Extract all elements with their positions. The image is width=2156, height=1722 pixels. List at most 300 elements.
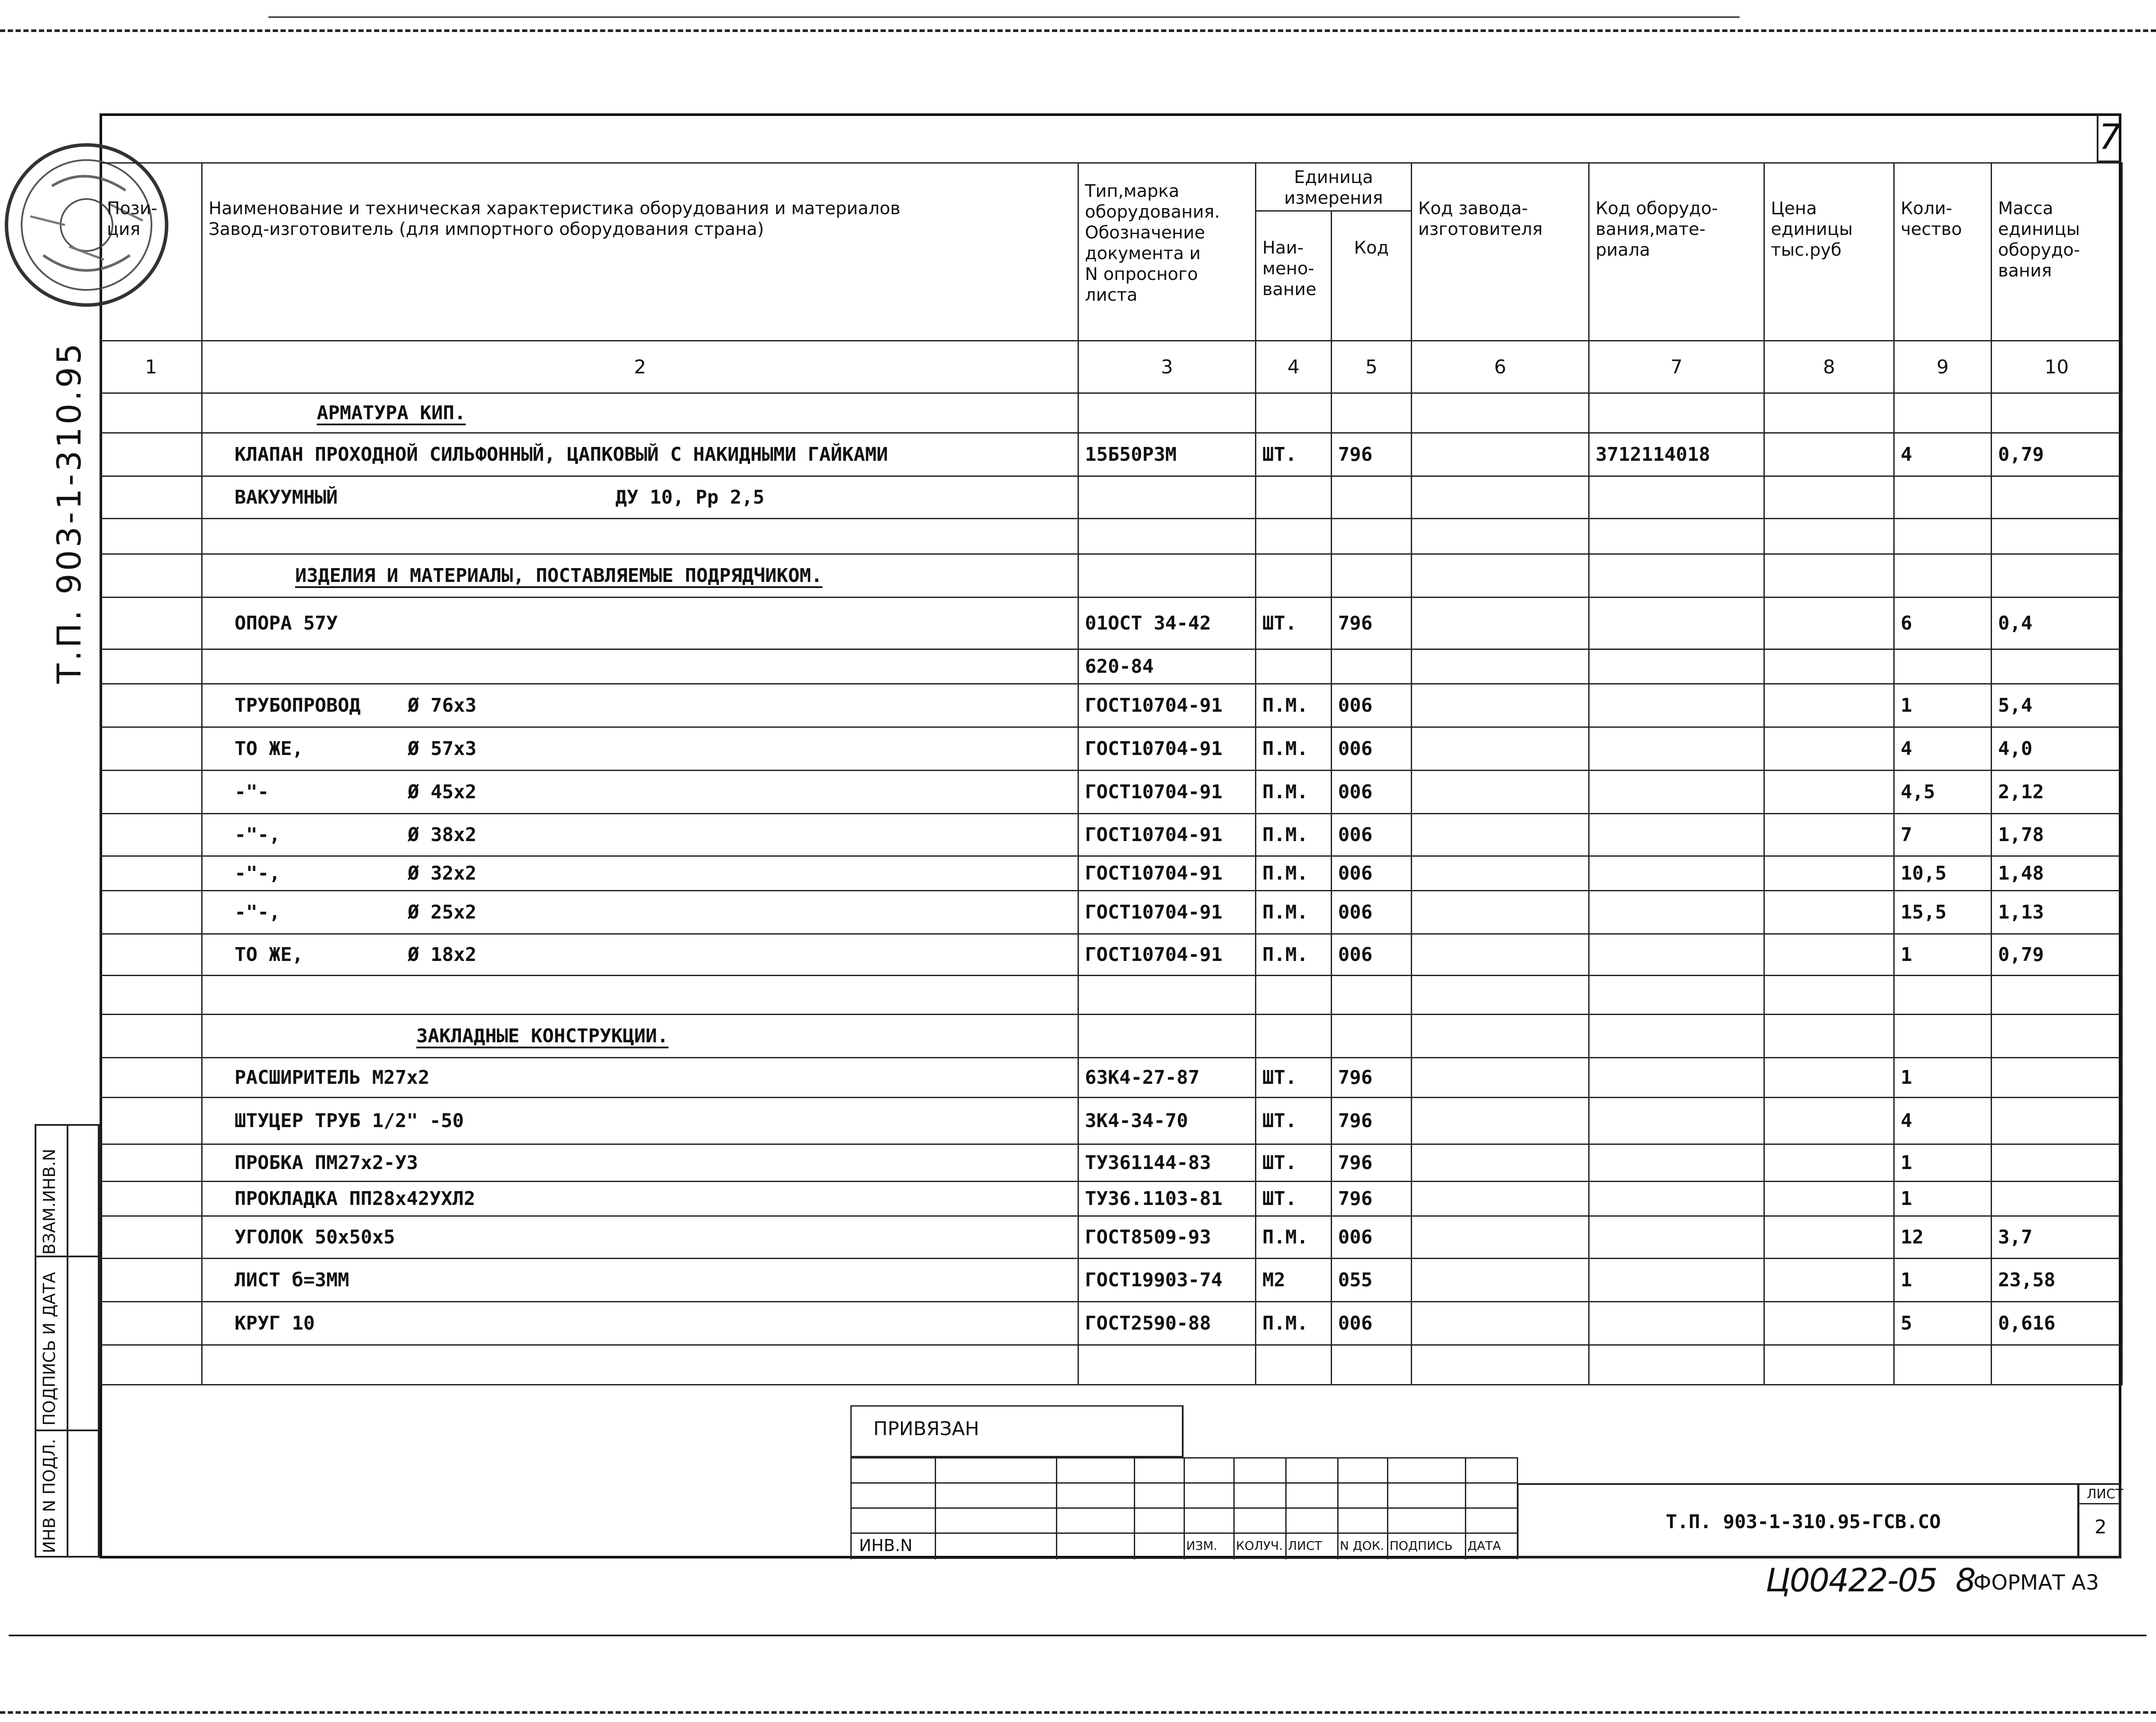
cell-item-code bbox=[1589, 393, 1764, 433]
cell-mass: 1,13 bbox=[1992, 891, 2122, 934]
cell-mass: 0,616 bbox=[1992, 1302, 2122, 1345]
cell-item-code bbox=[1589, 856, 1764, 891]
table-row bbox=[100, 598, 2122, 649]
item-name: ТО ЖЕ, bbox=[235, 944, 303, 966]
cell-position bbox=[100, 1345, 202, 1385]
header-position: Пози- ция bbox=[100, 163, 202, 341]
cell-unit-name: ШТ. bbox=[1256, 1182, 1332, 1216]
cell-item-code bbox=[1589, 771, 1764, 814]
cell-type-mark: ГОСТ10704-91 bbox=[1078, 814, 1256, 856]
cell-mass bbox=[1992, 1182, 2122, 1216]
cell-item-code bbox=[1589, 1058, 1764, 1098]
title-block-rule bbox=[1465, 1457, 1466, 1559]
cell-item-code bbox=[1589, 1259, 1764, 1302]
cell-quantity: 1 bbox=[1894, 684, 1992, 727]
specification-body bbox=[100, 393, 2122, 1385]
cell-quantity bbox=[1894, 393, 1992, 433]
col-num: 5 bbox=[1332, 341, 1412, 393]
cell-price bbox=[1764, 393, 1894, 433]
cell-position bbox=[100, 649, 202, 684]
cell-unit-code: 006 bbox=[1332, 856, 1412, 891]
cell-item-code bbox=[1589, 1015, 1764, 1058]
cell-quantity: 12 bbox=[1894, 1216, 1992, 1259]
item-name: -"- bbox=[235, 781, 269, 803]
cell-unit-name: ШТ. bbox=[1256, 433, 1332, 476]
cell-mass bbox=[1992, 393, 2122, 433]
table-row bbox=[100, 891, 2122, 934]
item-dimension: Ø 45х2 bbox=[408, 781, 476, 803]
cell-price bbox=[1764, 1345, 1894, 1385]
item-name: -"-, bbox=[235, 901, 280, 923]
cell-unit-name: П.М. bbox=[1256, 891, 1332, 934]
cell-type-mark: 15Б50Р3М bbox=[1078, 433, 1256, 476]
cell-item-code bbox=[1589, 649, 1764, 684]
cell-quantity: 1 bbox=[1894, 1144, 1992, 1182]
cell-item-code bbox=[1589, 554, 1764, 598]
cell-factory-code bbox=[1412, 519, 1589, 554]
cell-price bbox=[1764, 649, 1894, 684]
blank-row bbox=[100, 519, 2122, 554]
cell-price bbox=[1764, 727, 1894, 771]
item-name: УГОЛОК 50х50х5 bbox=[235, 1226, 395, 1248]
header-unit-code: Код bbox=[1332, 211, 1412, 341]
cell-factory-code bbox=[1412, 684, 1589, 727]
cell-type-mark: ГОСТ10704-91 bbox=[1078, 684, 1256, 727]
table-row bbox=[100, 814, 2122, 856]
cell-factory-code bbox=[1412, 393, 1589, 433]
cell-price bbox=[1764, 976, 1894, 1015]
cell-position bbox=[100, 934, 202, 976]
title-block-rule bbox=[1233, 1457, 1235, 1559]
cell-factory-code bbox=[1412, 934, 1589, 976]
cell-position bbox=[100, 771, 202, 814]
cell-factory-code bbox=[1412, 1182, 1589, 1216]
cell-mass: 3,7 bbox=[1992, 1216, 2122, 1259]
item-dimension: Ø 38х2 bbox=[408, 824, 476, 846]
cell-item-code bbox=[1589, 476, 1764, 519]
cell-type-mark: ГОСТ10704-91 bbox=[1078, 934, 1256, 976]
cell-type-mark: ГОСТ19903-74 bbox=[1078, 1259, 1256, 1302]
cell-factory-code bbox=[1412, 598, 1589, 649]
col-num: 2 bbox=[202, 341, 1078, 393]
cell-type-mark bbox=[1078, 976, 1256, 1015]
cell-type-mark: ГОСТ10704-91 bbox=[1078, 727, 1256, 771]
cell-price bbox=[1764, 1216, 1894, 1259]
cell-type-mark: ГОСТ10704-91 bbox=[1078, 891, 1256, 934]
cell-unit-code: 006 bbox=[1332, 934, 1412, 976]
cell-position bbox=[100, 976, 202, 1015]
cell-name bbox=[202, 1216, 1078, 1259]
col-num: 7 bbox=[1589, 341, 1764, 393]
item-name: ЛИСТ б=3ММ bbox=[235, 1269, 349, 1291]
cell-type-mark: ТУ361144-83 bbox=[1078, 1144, 1256, 1182]
cell-position bbox=[100, 727, 202, 771]
cell-price bbox=[1764, 771, 1894, 814]
cell-type-mark: ГОСТ10704-91 bbox=[1078, 771, 1256, 814]
cell-factory-code bbox=[1412, 1098, 1589, 1144]
specification-table bbox=[100, 162, 2123, 1385]
cell-position bbox=[100, 1259, 202, 1302]
table-row bbox=[100, 433, 2122, 476]
cell-price bbox=[1764, 1058, 1894, 1098]
title-block-rule bbox=[1056, 1457, 1057, 1559]
cell-price bbox=[1764, 433, 1894, 476]
cell-item-code bbox=[1589, 814, 1764, 856]
cell-position bbox=[100, 814, 202, 856]
strip-inner-line bbox=[67, 1126, 68, 1556]
cell-item-code bbox=[1589, 891, 1764, 934]
sheet-label: ЛИСТ bbox=[2087, 1487, 2124, 1502]
cell-position bbox=[100, 1182, 202, 1216]
title-block-rule bbox=[1337, 1457, 1339, 1559]
cell-factory-code bbox=[1412, 771, 1589, 814]
header-name: Наименование и техническая характеристика оборудования и материалов Завод-изготовитель (для импортного оборудования страна) bbox=[202, 163, 1078, 341]
table-row bbox=[100, 1216, 2122, 1259]
header-unit-name: Наи- мено- вание bbox=[1256, 211, 1332, 341]
section-heading-row bbox=[100, 393, 2122, 433]
cell-unit-code: 796 bbox=[1332, 1182, 1412, 1216]
table-row bbox=[100, 684, 2122, 727]
cell-mass bbox=[1992, 519, 2122, 554]
cell-name bbox=[202, 1259, 1078, 1302]
cell-name bbox=[202, 1302, 1078, 1345]
cell-name bbox=[202, 856, 1078, 891]
section-heading-row bbox=[100, 554, 2122, 598]
cell-factory-code bbox=[1412, 1058, 1589, 1098]
title-block-rule bbox=[850, 1457, 852, 1559]
cell-quantity: 5 bbox=[1894, 1302, 1992, 1345]
cell-mass: 4,0 bbox=[1992, 727, 2122, 771]
cell-unit-code bbox=[1332, 393, 1412, 433]
item-name: РАСШИРИТЕЛЬ М27х2 bbox=[235, 1067, 430, 1089]
cell-unit-name: П.М. bbox=[1256, 934, 1332, 976]
table-row bbox=[100, 771, 2122, 814]
col-num: 1 bbox=[100, 341, 202, 393]
cell-unit-name bbox=[1256, 476, 1332, 519]
col-num: 6 bbox=[1412, 341, 1589, 393]
cell-quantity: 10,5 bbox=[1894, 856, 1992, 891]
header-factory-code: Код завода- изготовителя bbox=[1412, 163, 1589, 341]
cell-type-mark: ГОСТ10704-91 bbox=[1078, 856, 1256, 891]
cell-unit-name: П.М. bbox=[1256, 814, 1332, 856]
scan-edge-line-top bbox=[0, 29, 2156, 32]
table-row bbox=[100, 727, 2122, 771]
item-dimension: ДУ 10, Рр 2,5 bbox=[615, 486, 765, 508]
cell-unit-name: П.М. bbox=[1256, 856, 1332, 891]
title-block-rule bbox=[1285, 1457, 1287, 1559]
cell-quantity bbox=[1894, 476, 1992, 519]
cell-position bbox=[100, 1144, 202, 1182]
cell-item-code bbox=[1589, 1216, 1764, 1259]
section-title: АРМАТУРА КИП. bbox=[317, 402, 466, 424]
cell-name bbox=[202, 393, 1078, 433]
cell-quantity: 1 bbox=[1894, 934, 1992, 976]
privyazan-box bbox=[850, 1405, 1184, 1457]
inv-n-label: ИНВ.N bbox=[859, 1536, 913, 1555]
cell-factory-code bbox=[1412, 1015, 1589, 1058]
cell-position bbox=[100, 891, 202, 934]
cell-factory-code bbox=[1412, 976, 1589, 1015]
cell-name bbox=[202, 814, 1078, 856]
cell-quantity bbox=[1894, 519, 1992, 554]
cell-unit-name: П.М. bbox=[1256, 771, 1332, 814]
title-block-rule bbox=[1387, 1457, 1388, 1559]
cell-quantity bbox=[1894, 1015, 1992, 1058]
cell-quantity: 1 bbox=[1894, 1058, 1992, 1098]
col-num: 3 bbox=[1078, 341, 1256, 393]
cell-quantity: 4,5 bbox=[1894, 771, 1992, 814]
item-dimension: Ø 76х3 bbox=[408, 694, 476, 716]
cell-name bbox=[202, 771, 1078, 814]
cell-type-mark: 620-84 bbox=[1078, 649, 1256, 684]
doc-code: Т.П. 903-1-310.95-ГСВ.СО bbox=[1666, 1511, 1941, 1533]
cell-type-mark: 01ОСТ 34-42 bbox=[1078, 598, 1256, 649]
cell-item-code bbox=[1589, 1345, 1764, 1385]
item-name: КЛАПАН ПРОХОДНОЙ СИЛЬФОННЫЙ, ЦАПКОВЫЙ С НАКИДНЫМИ ГАЙКАМИ bbox=[235, 443, 888, 466]
cell-item-code bbox=[1589, 598, 1764, 649]
scan-edge-line-top-2 bbox=[268, 16, 1740, 18]
cell-price bbox=[1764, 1098, 1894, 1144]
cell-mass: 2,12 bbox=[1992, 771, 2122, 814]
cell-position bbox=[100, 393, 202, 433]
cell-unit-code bbox=[1332, 649, 1412, 684]
cell-quantity: 1 bbox=[1894, 1182, 1992, 1216]
table-row bbox=[100, 1058, 2122, 1098]
cell-mass: 1,48 bbox=[1992, 856, 2122, 891]
cell-mass: 23,58 bbox=[1992, 1259, 2122, 1302]
item-name: ТО ЖЕ, bbox=[235, 738, 303, 760]
cell-position bbox=[100, 1058, 202, 1098]
cell-unit-code bbox=[1332, 519, 1412, 554]
cell-unit-code: 006 bbox=[1332, 727, 1412, 771]
title-block-rule bbox=[1184, 1457, 1185, 1559]
podpis-data-label: ПОДПИСЬ И ДАТА bbox=[40, 1272, 59, 1426]
sheet-no-box bbox=[2077, 1483, 2124, 1558]
cell-price bbox=[1764, 934, 1894, 976]
sheet-number: 2 bbox=[2095, 1516, 2107, 1538]
blank-row bbox=[100, 1345, 2122, 1385]
col-num: 10 bbox=[1992, 341, 2122, 393]
cell-price bbox=[1764, 1144, 1894, 1182]
col-num: 9 bbox=[1894, 341, 1992, 393]
cell-factory-code bbox=[1412, 649, 1589, 684]
col-num: 8 bbox=[1764, 341, 1894, 393]
cell-unit-name bbox=[1256, 649, 1332, 684]
cell-mass bbox=[1992, 1144, 2122, 1182]
cell-name bbox=[202, 727, 1078, 771]
cell-mass bbox=[1992, 476, 2122, 519]
cell-price bbox=[1764, 519, 1894, 554]
revision-col-label: N ДОК. bbox=[1340, 1539, 1384, 1553]
cell-unit-code: 796 bbox=[1332, 1058, 1412, 1098]
cell-mass: 0,4 bbox=[1992, 598, 2122, 649]
sheet-corner-number: 7 bbox=[2097, 113, 2121, 162]
revision-col-label: ЛИСТ bbox=[1288, 1539, 1322, 1553]
section-title: ЗАКЛАДНЫЕ КОНСТРУКЦИИ. bbox=[416, 1025, 669, 1047]
inv-podl-label: ИНВ N ПОДЛ. bbox=[40, 1439, 59, 1553]
cell-factory-code bbox=[1412, 1216, 1589, 1259]
cell-name bbox=[202, 433, 1078, 476]
cell-unit-name: ШТ. bbox=[1256, 598, 1332, 649]
cell-unit-code: 796 bbox=[1332, 433, 1412, 476]
cell-position bbox=[100, 433, 202, 476]
header-item-code: Код оборудо- вания,мате- риала bbox=[1589, 163, 1764, 341]
cell-price bbox=[1764, 891, 1894, 934]
cell-unit-code: 055 bbox=[1332, 1259, 1412, 1302]
item-dimension: Ø 18х2 bbox=[408, 944, 476, 966]
cell-type-mark: ГОСТ2590-88 bbox=[1078, 1302, 1256, 1345]
cell-name bbox=[202, 476, 1078, 519]
cell-price bbox=[1764, 684, 1894, 727]
item-name: ПРОБКА ПМ27х2-У3 bbox=[235, 1152, 418, 1174]
cell-type-mark bbox=[1078, 476, 1256, 519]
cell-factory-code bbox=[1412, 1302, 1589, 1345]
header-mass: Масса единицы оборудо- вания bbox=[1992, 163, 2122, 341]
revision-col-label: ДАТА bbox=[1467, 1539, 1501, 1553]
cell-mass bbox=[1992, 1058, 2122, 1098]
item-name: -"-, bbox=[235, 862, 280, 884]
cell-unit-name bbox=[1256, 1345, 1332, 1385]
table-row bbox=[100, 1098, 2122, 1144]
cell-type-mark bbox=[1078, 1345, 1256, 1385]
item-name: ОПОРА 57У bbox=[235, 612, 338, 634]
cell-mass: 0,79 bbox=[1992, 433, 2122, 476]
table-row bbox=[100, 1259, 2122, 1302]
doc-code-box bbox=[1517, 1483, 2079, 1558]
scan-edge-line-bottom-2 bbox=[0, 1711, 2156, 1714]
cell-position bbox=[100, 519, 202, 554]
cell-quantity: 4 bbox=[1894, 433, 1992, 476]
cell-unit-code: 006 bbox=[1332, 1302, 1412, 1345]
revision-col-label: ПОДПИСЬ bbox=[1390, 1539, 1453, 1553]
cell-unit-code bbox=[1332, 476, 1412, 519]
cell-mass bbox=[1992, 554, 2122, 598]
cell-unit-code: 006 bbox=[1332, 891, 1412, 934]
table-row bbox=[100, 649, 2122, 684]
table-row bbox=[100, 1302, 2122, 1345]
table-row bbox=[100, 1144, 2122, 1182]
cell-position bbox=[100, 856, 202, 891]
section-title: ИЗДЕЛИЯ И МАТЕРИАЛЫ, ПОСТАВЛЯЕМЫЕ ПОДРЯДЧИКОМ. bbox=[295, 565, 823, 587]
cell-price bbox=[1764, 476, 1894, 519]
cell-type-mark bbox=[1078, 554, 1256, 598]
cell-unit-name: ШТ. bbox=[1256, 1144, 1332, 1182]
cell-name bbox=[202, 934, 1078, 976]
cell-type-mark bbox=[1078, 519, 1256, 554]
revision-col-label: ИЗМ. bbox=[1186, 1539, 1217, 1553]
cell-unit-name: ШТ. bbox=[1256, 1058, 1332, 1098]
cell-unit-name: П.М. bbox=[1256, 1302, 1332, 1345]
cell-unit-name: М2 bbox=[1256, 1259, 1332, 1302]
cell-mass: 1,78 bbox=[1992, 814, 2122, 856]
cell-factory-code bbox=[1412, 856, 1589, 891]
format-label: ФОРМАТ А3 bbox=[1973, 1571, 2099, 1595]
header-quantity: Коли- чество bbox=[1894, 163, 1992, 341]
cell-name bbox=[202, 1015, 1078, 1058]
cell-quantity: 6 bbox=[1894, 598, 1992, 649]
cell-unit-code: 796 bbox=[1332, 1144, 1412, 1182]
cell-unit-name bbox=[1256, 1015, 1332, 1058]
table-row bbox=[100, 1182, 2122, 1216]
cell-factory-code bbox=[1412, 554, 1589, 598]
item-name: ТРУБОПРОВОД bbox=[235, 694, 361, 716]
item-name: ШТУЦЕР ТРУБ 1/2" -50 bbox=[235, 1110, 464, 1132]
title-block-rule bbox=[935, 1457, 936, 1559]
cell-factory-code bbox=[1412, 476, 1589, 519]
cell-mass bbox=[1992, 1098, 2122, 1144]
column-number-row bbox=[100, 341, 2122, 393]
cell-name bbox=[202, 649, 1078, 684]
cell-name bbox=[202, 1098, 1078, 1144]
col-num: 4 bbox=[1256, 341, 1332, 393]
cell-position bbox=[100, 1216, 202, 1259]
cell-type-mark bbox=[1078, 393, 1256, 433]
cell-item-code bbox=[1589, 519, 1764, 554]
item-dimension: Ø 57х3 bbox=[408, 738, 476, 760]
cell-name bbox=[202, 519, 1078, 554]
cell-type-mark: ГОСТ8509-93 bbox=[1078, 1216, 1256, 1259]
cell-price bbox=[1764, 1302, 1894, 1345]
cell-position bbox=[100, 598, 202, 649]
cell-item-code bbox=[1589, 684, 1764, 727]
header-unit-group: Единица измерения bbox=[1256, 163, 1412, 211]
cell-quantity bbox=[1894, 554, 1992, 598]
cell-unit-name bbox=[1256, 519, 1332, 554]
cell-factory-code bbox=[1412, 433, 1589, 476]
cell-factory-code bbox=[1412, 891, 1589, 934]
cell-item-code bbox=[1589, 934, 1764, 976]
table-row bbox=[100, 856, 2122, 891]
cell-quantity bbox=[1894, 1345, 1992, 1385]
item-dimension: Ø 25х2 bbox=[408, 901, 476, 923]
table-row bbox=[100, 934, 2122, 976]
project-code-vertical: Т.П. 903-1-310.95 bbox=[50, 341, 88, 684]
cell-price bbox=[1764, 1015, 1894, 1058]
revision-col-label: КОЛУЧ. bbox=[1236, 1539, 1283, 1553]
cell-price bbox=[1764, 598, 1894, 649]
header-type-mark: Тип,марка оборудования. Обозначение документа и N опросного листа bbox=[1078, 163, 1256, 341]
cell-unit-name bbox=[1256, 976, 1332, 1015]
header-price: Цена единицы тыс.руб bbox=[1764, 163, 1894, 341]
cell-unit-code: 006 bbox=[1332, 814, 1412, 856]
cell-unit-name: ШТ. bbox=[1256, 1098, 1332, 1144]
cell-quantity: 1 bbox=[1894, 1259, 1992, 1302]
cell-name bbox=[202, 684, 1078, 727]
cell-quantity bbox=[1894, 649, 1992, 684]
cell-unit-name bbox=[1256, 393, 1332, 433]
handwritten-archive-number: Ц00422-05 8 bbox=[1766, 1562, 1975, 1599]
cell-mass bbox=[1992, 1345, 2122, 1385]
cell-position bbox=[100, 554, 202, 598]
cell-unit-name: П.М. bbox=[1256, 1216, 1332, 1259]
cell-unit-code: 006 bbox=[1332, 684, 1412, 727]
cell-type-mark: 63К4-27-87 bbox=[1078, 1058, 1256, 1098]
table-row bbox=[100, 476, 2122, 519]
cell-name bbox=[202, 1058, 1078, 1098]
cell-name bbox=[202, 891, 1078, 934]
cell-unit-code bbox=[1332, 976, 1412, 1015]
cell-mass bbox=[1992, 649, 2122, 684]
cell-factory-code bbox=[1412, 1259, 1589, 1302]
item-name: КРУГ 10 bbox=[235, 1312, 315, 1334]
cell-type-mark: ТУ36.1103-81 bbox=[1078, 1182, 1256, 1216]
cell-position bbox=[100, 476, 202, 519]
cell-position bbox=[100, 1302, 202, 1345]
cell-unit-code: 796 bbox=[1332, 1098, 1412, 1144]
item-name: -"-, bbox=[235, 824, 280, 846]
cell-name bbox=[202, 1182, 1078, 1216]
cell-price bbox=[1764, 1182, 1894, 1216]
